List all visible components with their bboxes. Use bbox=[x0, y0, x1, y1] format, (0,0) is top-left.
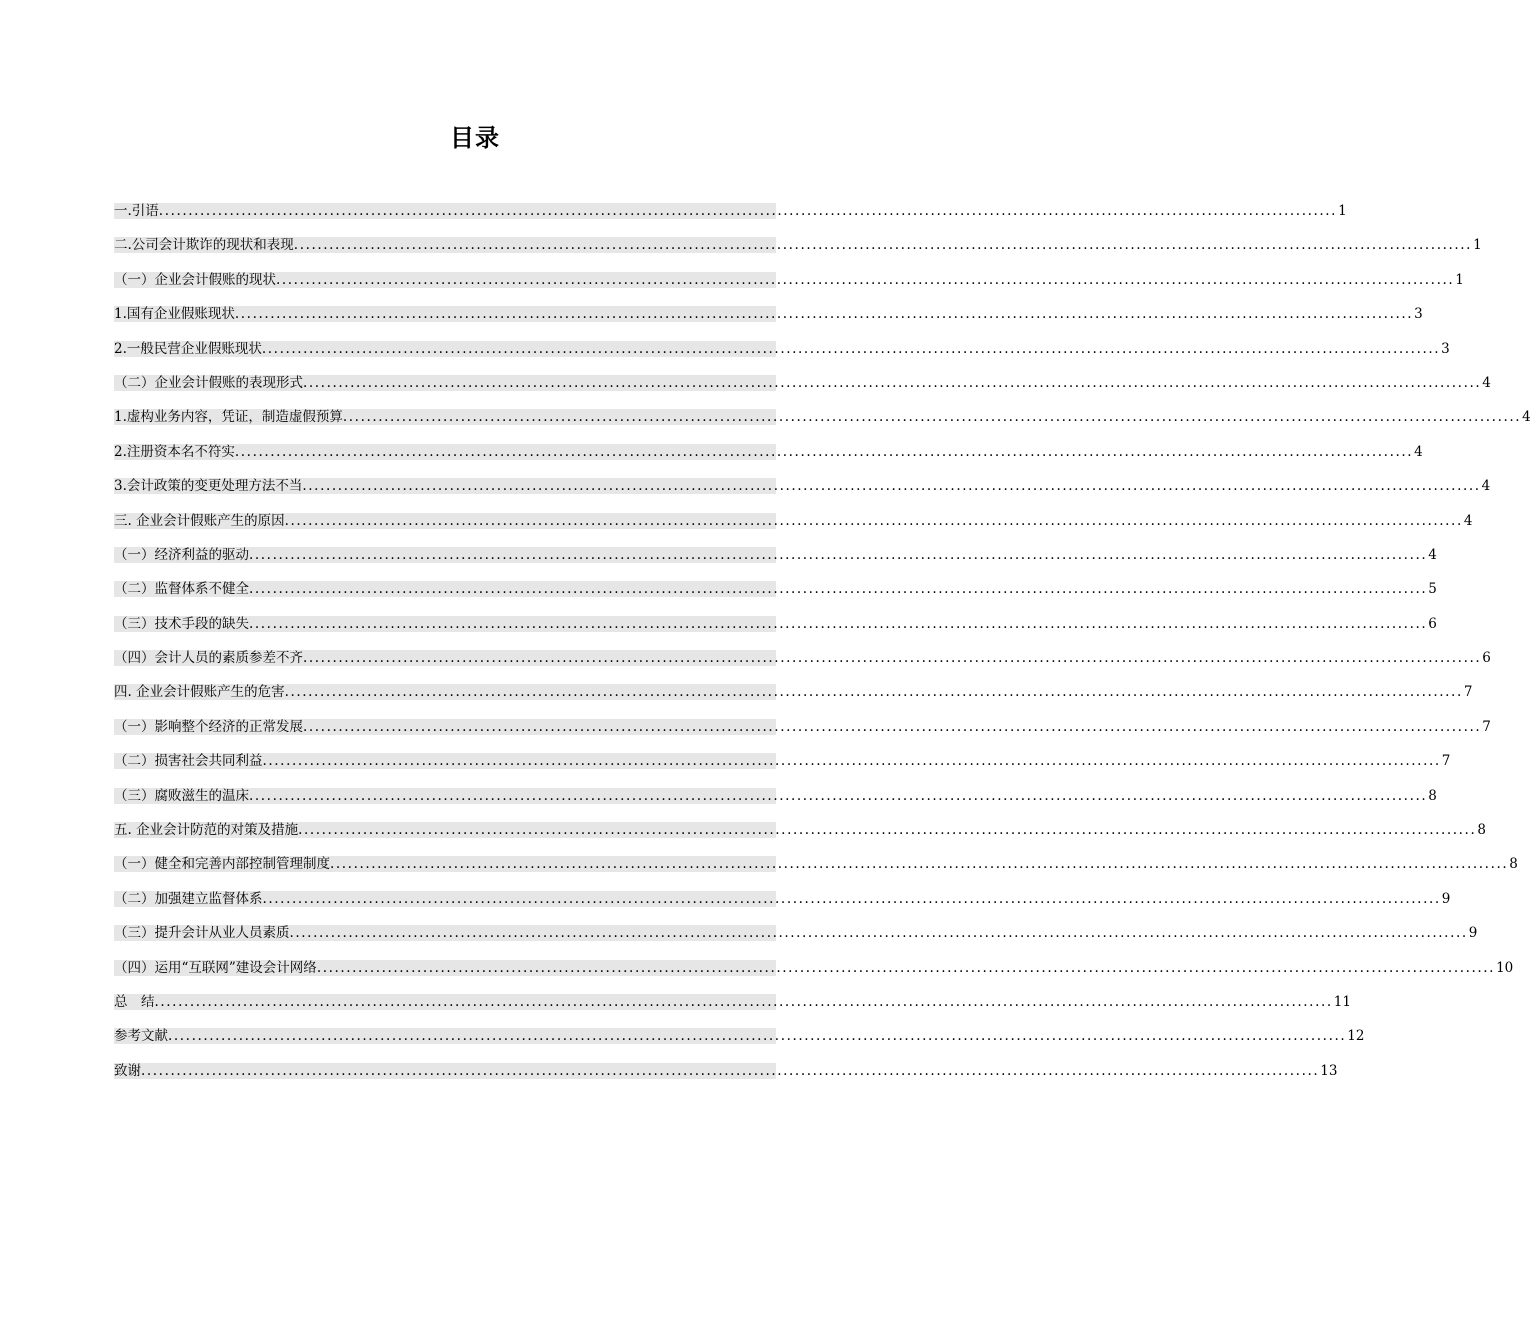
page-title: 目录 bbox=[450, 124, 500, 152]
toc-entry[interactable] bbox=[114, 1025, 1365, 1059]
toc-entry[interactable] bbox=[114, 613, 1437, 647]
toc-field[interactable] bbox=[114, 203, 1347, 219]
toc-page-number: 8 bbox=[1477, 822, 1486, 839]
toc-page-number: 3 bbox=[1441, 340, 1450, 357]
toc-page-number: 4 bbox=[1428, 546, 1437, 563]
toc-entry[interactable] bbox=[114, 888, 1451, 922]
toc-leader-dots: ........................................................................................................................................................................................................ bbox=[293, 237, 1473, 254]
toc-entry-title: 四. 企业会计假账产生的危害 bbox=[114, 684, 285, 701]
toc-entry[interactable] bbox=[114, 510, 1473, 544]
toc-leader-dots: ........................................................................................................................................................................................................ bbox=[302, 478, 1481, 495]
toc-entry-title: 致谢 bbox=[114, 1062, 141, 1079]
toc-page-number: 13 bbox=[1320, 1062, 1338, 1079]
toc-page-number: 5 bbox=[1428, 581, 1437, 598]
toc-leader-dots: ........................................................................................................................................................................................................ bbox=[249, 787, 1428, 804]
toc-entry-title: （三）提升会计从业人员素质 bbox=[114, 925, 290, 942]
toc-field[interactable] bbox=[114, 374, 1491, 391]
toc-field[interactable] bbox=[114, 718, 1491, 735]
toc-leader-dots: ........................................................................................................................................................................................................ bbox=[234, 306, 1414, 323]
toc-entry-title: 二.公司会计欺诈的现状和表现 bbox=[114, 237, 294, 254]
toc-entry[interactable] bbox=[114, 647, 1491, 681]
toc-entry-title: 1.虚构业务内容，凭证，制造虚假预算 bbox=[114, 409, 343, 426]
toc-leader-dots: ........................................................................................................................................................................................................ bbox=[276, 271, 1455, 288]
toc-leader-dots: ........................................................................................................................................................................................................ bbox=[298, 822, 1477, 839]
toc-page-number: 4 bbox=[1414, 443, 1423, 460]
toc-leader-dots: ........................................................................................................................................................................................................ bbox=[289, 925, 1468, 942]
toc-entry-title: 3.会计政策的变更处理方法不当 bbox=[114, 478, 303, 495]
toc-entry-title: （一）企业会计假账的现状 bbox=[114, 271, 276, 288]
toc-page-number: 8 bbox=[1428, 787, 1437, 804]
toc-field[interactable] bbox=[114, 546, 1437, 563]
toc-field[interactable] bbox=[114, 512, 1473, 529]
toc-page-number: 4 bbox=[1463, 512, 1473, 529]
toc-leader-dots: ........................................................................................................................................................................................................ bbox=[141, 1062, 1320, 1079]
toc-leader-dots: ........................................................................................................................................................................................................ bbox=[249, 546, 1428, 563]
toc-entry[interactable] bbox=[114, 441, 1423, 475]
toc-page-number: 9 bbox=[1468, 925, 1478, 942]
toc-field[interactable] bbox=[114, 478, 1491, 495]
toc-page-number: 1 bbox=[1455, 271, 1464, 288]
toc-entry-title: 一.引语 bbox=[114, 203, 159, 219]
toc-field[interactable] bbox=[114, 787, 1437, 804]
toc-entry[interactable] bbox=[114, 578, 1437, 612]
toc-entry[interactable] bbox=[114, 372, 1491, 406]
toc-field[interactable] bbox=[114, 615, 1437, 632]
toc-leader-dots: ........................................................................................................................................................................................................ bbox=[154, 993, 1333, 1010]
toc-entry[interactable] bbox=[114, 922, 1478, 956]
toc-entry[interactable] bbox=[114, 681, 1473, 715]
toc-leader-dots: ........................................................................................................................................................................................................ bbox=[330, 856, 1509, 873]
toc-leader-dots: ........................................................................................................................................................................................................ bbox=[342, 409, 1522, 426]
toc-entry[interactable] bbox=[114, 991, 1351, 1025]
toc-leader-dots: ........................................................................................................................................................................................................ bbox=[262, 753, 1441, 770]
toc-entry[interactable] bbox=[114, 338, 1450, 372]
toc-leader-dots: ........................................................................................................................................................................................................ bbox=[316, 959, 1496, 976]
toc-entry[interactable] bbox=[114, 303, 1423, 337]
toc-field[interactable] bbox=[114, 993, 1351, 1010]
toc-entry-title: （二）损害社会共同利益 bbox=[114, 753, 263, 770]
toc-entry[interactable] bbox=[114, 1060, 1338, 1094]
toc-leader-dots: ........................................................................................................................................................................................................ bbox=[261, 340, 1441, 357]
toc-field[interactable] bbox=[114, 443, 1423, 460]
toc-leader-dots: ........................................................................................................................................................................................................ bbox=[249, 615, 1428, 632]
toc-field[interactable] bbox=[114, 1062, 1338, 1079]
toc-entry[interactable] bbox=[114, 819, 1486, 853]
toc-entry[interactable] bbox=[114, 234, 1482, 268]
toc-page-number: 9 bbox=[1441, 890, 1451, 907]
toc-field[interactable] bbox=[114, 581, 1437, 598]
toc-page-number: 1 bbox=[1473, 237, 1482, 254]
toc-field[interactable] bbox=[114, 822, 1486, 839]
toc-entry[interactable] bbox=[114, 406, 1531, 440]
toc-leader-dots: ........................................................................................................................................................................................................ bbox=[168, 1028, 1347, 1045]
toc-field[interactable] bbox=[114, 925, 1478, 942]
toc-entry-title: 五. 企业会计防范的对策及措施 bbox=[114, 822, 299, 839]
toc-entry[interactable] bbox=[114, 200, 1347, 234]
toc-field[interactable] bbox=[114, 959, 1514, 976]
toc-entry-title: （一）经济利益的驱动 bbox=[114, 546, 249, 563]
toc-leader-dots: ........................................................................................................................................................................................................ bbox=[303, 374, 1482, 391]
toc-leader-dots: ........................................................................................................................................................................................................ bbox=[249, 581, 1428, 598]
toc-field[interactable] bbox=[114, 271, 1464, 288]
toc-page-number: 1 bbox=[1338, 203, 1347, 219]
toc-entry[interactable] bbox=[114, 475, 1491, 509]
toc-field[interactable] bbox=[114, 306, 1423, 323]
toc-page-number: 7 bbox=[1463, 684, 1473, 701]
toc-entry[interactable] bbox=[114, 957, 1514, 991]
toc-entry-title: （一）影响整个经济的正常发展 bbox=[114, 718, 303, 735]
toc-page-number: 10 bbox=[1496, 959, 1514, 976]
toc-field[interactable] bbox=[114, 856, 1518, 873]
toc-entry-title: 2.一般民营企业假账现状 bbox=[114, 340, 262, 357]
toc-field[interactable] bbox=[114, 340, 1450, 357]
toc-entry-title: （三）腐败滋生的温床 bbox=[114, 787, 249, 804]
toc-entry-title: （二）企业会计假账的表现形式 bbox=[114, 374, 303, 391]
toc-entry[interactable] bbox=[114, 269, 1464, 303]
toc-entry-title: （一）健全和完善内部控制管理制度 bbox=[114, 856, 330, 873]
toc-field[interactable] bbox=[114, 1028, 1365, 1045]
toc-entry-title: 总 结 bbox=[114, 993, 155, 1010]
toc-page-number: 4 bbox=[1481, 478, 1491, 495]
toc-entry[interactable] bbox=[114, 785, 1437, 819]
toc-entry-title: 参考文献 bbox=[114, 1028, 168, 1045]
toc-field[interactable] bbox=[114, 684, 1473, 701]
toc-page-number: 12 bbox=[1347, 1028, 1365, 1045]
toc-field[interactable] bbox=[114, 650, 1491, 667]
toc-field[interactable] bbox=[114, 753, 1451, 770]
toc-page-number: 8 bbox=[1509, 856, 1518, 873]
toc-leader-dots: ........................................................................................................................................................................................................ bbox=[158, 203, 1338, 219]
toc-field[interactable] bbox=[114, 237, 1482, 254]
toc-leader-dots: ........................................................................................................................................................................................................ bbox=[234, 443, 1414, 460]
toc-page-number: 4 bbox=[1482, 374, 1491, 391]
toc-entry-title: （三）技术手段的缺失 bbox=[114, 615, 249, 632]
toc-entry-title: 1.国有企业假账现状 bbox=[114, 306, 235, 323]
toc-entry[interactable] bbox=[114, 716, 1491, 750]
toc-leader-dots: ........................................................................................................................................................................................................ bbox=[284, 512, 1463, 529]
toc-leader-dots: ........................................................................................................................................................................................................ bbox=[303, 718, 1482, 735]
toc-page-number: 7 bbox=[1441, 753, 1451, 770]
toc-page-number: 6 bbox=[1482, 650, 1491, 667]
toc-page-number: 4 bbox=[1522, 409, 1531, 426]
toc-entry[interactable] bbox=[114, 544, 1437, 578]
toc-entry[interactable] bbox=[114, 750, 1451, 784]
toc-entry[interactable] bbox=[114, 853, 1518, 887]
toc-entry-title: 2.注册资本名不符实 bbox=[114, 443, 235, 460]
toc-field[interactable] bbox=[114, 890, 1451, 907]
toc-page-number: 7 bbox=[1482, 718, 1491, 735]
toc-entry-title: （二）加强建立监督体系 bbox=[114, 890, 263, 907]
toc-leader-dots: ........................................................................................................................................................................................................ bbox=[303, 650, 1482, 667]
toc-entry-title: 三. 企业会计假账产生的原因 bbox=[114, 512, 285, 529]
toc-page-number: 3 bbox=[1414, 306, 1423, 323]
toc-page-number: 11 bbox=[1333, 993, 1351, 1010]
toc-entry-title: （四）会计人员的素质参差不齐 bbox=[114, 650, 303, 667]
toc-entry-title: （二）监督体系不健全 bbox=[114, 581, 249, 598]
toc-entry-title: （四）运用“互联网”建设会计网络 bbox=[114, 959, 317, 976]
toc-leader-dots: ........................................................................................................................................................................................................ bbox=[284, 684, 1463, 701]
toc-page-number: 6 bbox=[1428, 615, 1437, 632]
toc-leader-dots: ........................................................................................................................................................................................................ bbox=[262, 890, 1441, 907]
table-of-contents bbox=[114, 200, 1531, 1094]
toc-field[interactable] bbox=[114, 409, 1531, 426]
